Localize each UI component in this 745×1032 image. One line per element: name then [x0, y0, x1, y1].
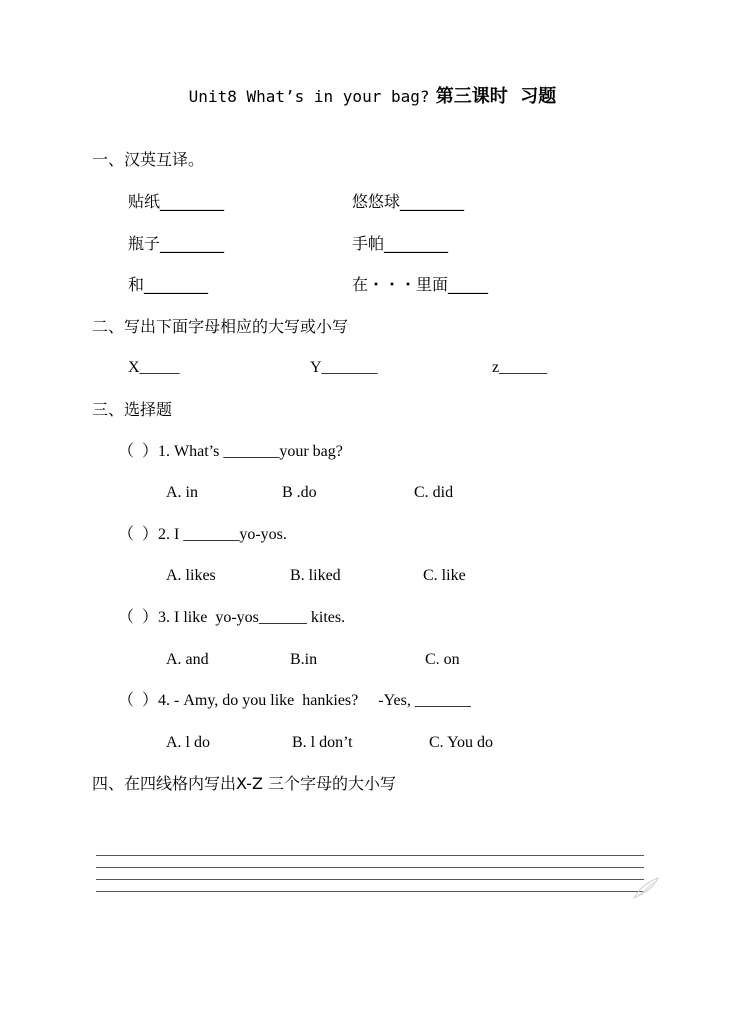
question-1-stem: （ ）1. What’s _______your bag?: [118, 443, 343, 460]
corner-leaf-icon: [628, 872, 662, 902]
question-2-option-b: B. liked: [290, 567, 341, 584]
grid-line-1: [96, 855, 644, 856]
title-english: Unit8 What’s in your bag?: [188, 87, 430, 106]
section1-item-and: 和________: [128, 275, 209, 294]
section1-item-hankie: 手帕________: [352, 234, 449, 253]
question-3-stem: （ ）3. I like yo-yos______ kites.: [118, 609, 346, 626]
section2-item-x: X_____: [128, 359, 180, 376]
section1-item-sticker: 贴纸________: [128, 192, 225, 211]
section2-heading: 二、写出下面字母相应的大写或小写: [92, 317, 349, 336]
question-4-option-a: A. l do: [166, 734, 210, 751]
question-2-option-a: A. likes: [166, 567, 216, 584]
section1-item-yoyo: 悠悠球________: [352, 192, 465, 211]
page-title: [0, 86, 745, 107]
section3-heading: 三、选择题: [92, 400, 173, 419]
question-2-stem: （ ）2. I _______yo-yos.: [118, 526, 287, 543]
question-1-option-c: C. did: [414, 484, 454, 501]
section1-item-bottle: 瓶子________: [128, 234, 225, 253]
section2-item-y: Y_______: [310, 359, 378, 376]
section4-heading: 四、在四线格内写出X-Z 三个字母的大小写: [92, 774, 396, 793]
section2-item-z: z______: [492, 359, 548, 376]
question-3-option-a: A. and: [166, 651, 209, 668]
grid-line-2: [96, 867, 644, 868]
question-4-option-b: B. l don’t: [292, 734, 353, 751]
section1-heading: 一、汉英互译。: [92, 150, 205, 169]
question-3-option-c: C. on: [425, 651, 460, 668]
question-1-option-b: B .do: [282, 484, 317, 501]
grid-line-3: [96, 879, 644, 880]
title-chinese: 第三课时 习题: [429, 86, 557, 107]
section1-item-in: 在・・・里面_____: [352, 275, 489, 294]
question-4-option-c: C. You do: [429, 734, 494, 751]
question-1-option-a: A. in: [166, 484, 198, 501]
grid-line-4: [96, 891, 644, 892]
question-3-option-b: B.in: [290, 651, 318, 668]
question-4-stem: （ ）4. - Amy, do you like hankies? -Yes, _______: [118, 692, 471, 709]
question-2-option-c: C. like: [423, 567, 466, 584]
